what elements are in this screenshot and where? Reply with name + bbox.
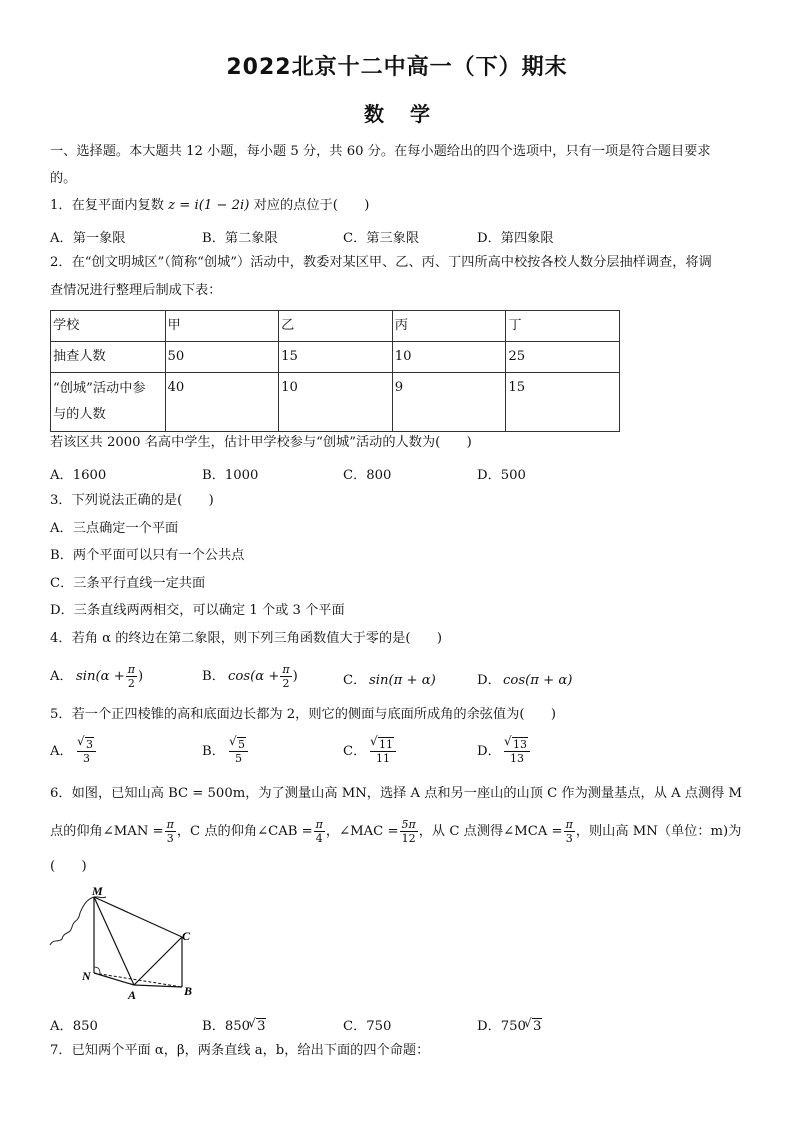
q4-option-a[interactable]: [50, 663, 143, 690]
point-label-c: C: [182, 929, 191, 943]
q6-text: ，C 点的仰角∠CAB =: [176, 824, 313, 839]
option-label: B．: [202, 743, 225, 759]
q5-option-c[interactable]: [343, 737, 397, 765]
q4-option-b[interactable]: [202, 663, 298, 690]
survey-table: [50, 310, 620, 432]
q6-text: 点的仰角∠MAN =: [50, 824, 164, 839]
question-4-options: [50, 663, 750, 703]
table-cell: 学校: [51, 311, 166, 342]
q3-option-b[interactable]: B．两个平面可以只有一个公共点: [50, 548, 245, 563]
question-1-stem: [50, 197, 369, 215]
option-label: A．: [50, 669, 73, 684]
question-5-options: [50, 737, 750, 777]
fraction-denominator: 12: [401, 832, 416, 845]
q6-option-b[interactable]: [202, 1015, 266, 1034]
fraction-denominator: 3: [77, 751, 96, 765]
question-3-stem: 3．下列说法正确的是( ): [50, 493, 214, 508]
fraction-numerator: π: [565, 818, 573, 831]
question-6-line3: ( ): [50, 859, 87, 874]
question-2-stem-line1: 2．在“创文明城区”（简称“创城”）活动中，教委对某区甲、乙、丙、丁四所高中校按各校人数分层抽样调查，将调: [50, 255, 712, 270]
q5-option-b[interactable]: [202, 737, 249, 765]
fraction-denominator: 11: [370, 751, 396, 765]
q1-option-b[interactable]: B．第二象限: [202, 231, 278, 246]
fraction-numerator: π: [166, 818, 174, 831]
table-cell: 10: [392, 342, 506, 373]
question-2-after: 若该区共 2000 名高中学生，估计甲学校参与“创城”活动的人数为( ): [50, 435, 472, 450]
table-row: [51, 342, 620, 373]
5pi-over-12-fraction: [400, 818, 418, 845]
q4-option-c[interactable]: [343, 669, 436, 688]
table-cell: 25: [506, 342, 620, 373]
sqrt-radicand: √ 3: [85, 737, 94, 751]
question-4-stem: 4．若角 α 的终边在第二象限，则下列三角函数值大于零的是( ): [50, 631, 443, 646]
table-cell: 15: [279, 342, 393, 373]
q6-option-d[interactable]: [477, 1015, 542, 1034]
sqrt-fraction: [370, 737, 396, 765]
q3-option-c[interactable]: C．三条平行直线一定共面: [50, 576, 206, 591]
q1-option-c[interactable]: C．第三象限: [343, 231, 420, 246]
mountain-figure: [48, 883, 208, 1003]
fraction-numerator: 5π: [401, 818, 416, 831]
question-6-line1: 6．如图，已知山高 BC = 500m，为了测量山高 MN，选择 A 点和另一座山的山顶 C 作为测量基点，从 A 点测得 M: [50, 786, 743, 801]
sqrt-fraction: [504, 737, 530, 765]
option-label: C．: [343, 743, 367, 759]
fraction-denominator: 2: [127, 677, 135, 690]
table-cell: 乙: [279, 311, 393, 342]
question-5-stem: 5．若一个正四棱锥的高和底面边长都为 2，则它的侧面与底面所成角的余弦值为( ): [50, 707, 557, 722]
question-7-stem: 7．已知两个平面 α，β，两条直线 a，b，给出下面的四个命题：: [50, 1043, 430, 1058]
fraction-numerator: [77, 737, 96, 751]
section-instructions-line2: 的。: [50, 171, 77, 186]
q4-c-expr: sin(π + α): [369, 673, 436, 688]
q5-option-a[interactable]: [50, 737, 97, 765]
close-paren: ): [292, 669, 298, 684]
option-label: B．: [202, 669, 225, 684]
fraction-numerator: [504, 737, 530, 751]
sqrt-radicand: √ 13: [512, 737, 528, 751]
q4-d-expr: cos(π + α): [503, 673, 573, 688]
fraction-numerator: π: [127, 663, 136, 676]
fraction-denominator: 3: [565, 832, 573, 845]
fraction-numerator: [370, 737, 396, 751]
row-label-line1: “创城”活动中参: [53, 381, 146, 396]
fraction-denominator: 5: [229, 751, 248, 765]
q1-option-d[interactable]: D．第四象限: [477, 231, 554, 246]
q4-a-expr: sin(α +: [76, 669, 125, 684]
q2-option-a[interactable]: A．1600: [50, 468, 107, 483]
sqrt-fraction: [229, 737, 248, 765]
segment-mc: [94, 897, 182, 937]
q2-option-b[interactable]: B．1000: [202, 468, 259, 483]
sqrt-fraction: [77, 737, 96, 765]
option-label: D．: [477, 673, 501, 688]
table-row: [51, 373, 620, 432]
pi-over-3-fraction: [564, 818, 575, 845]
segment-na: [94, 973, 134, 985]
q5-option-d[interactable]: [477, 737, 531, 765]
q6-text: ，∠MAC =: [325, 824, 399, 839]
option-label: C．: [343, 673, 367, 688]
fraction-numerator: π: [282, 663, 290, 676]
q3-option-d[interactable]: D．三条直线两两相交，可以确定 1 个或 3 个平面: [50, 603, 345, 618]
pi-over-2-fraction: [126, 663, 137, 690]
option-label: A．: [50, 743, 73, 759]
sqrt-radicand: √ 5: [237, 737, 246, 751]
question-6-line2: [50, 814, 741, 850]
q1-option-a[interactable]: A．第一象限: [50, 231, 126, 246]
q1-stem-prefix: 1．在复平面内复数: [50, 198, 164, 213]
table-cell: 抽查人数: [51, 342, 166, 373]
q6-text: ，从 C 点测得∠MCA =: [418, 824, 563, 839]
q2-option-c[interactable]: C．800: [343, 468, 392, 483]
sqrt-radicand: √ 11: [378, 737, 394, 751]
segment-ac: [134, 937, 182, 985]
q2-option-d[interactable]: D．500: [477, 468, 526, 483]
fraction-denominator: 4: [315, 832, 323, 845]
point-label-a: A: [128, 988, 137, 1002]
right-angle-mark: [94, 967, 100, 973]
pi-over-2-fraction: [280, 663, 291, 690]
q6-d-value: D．750: [477, 1019, 526, 1034]
table-cell: 丙: [392, 311, 506, 342]
table-cell: 50: [165, 342, 279, 373]
q6-b-value: B．850: [202, 1019, 251, 1034]
sqrt-radicand: √ 3: [256, 1018, 266, 1034]
table-cell: 甲: [165, 311, 279, 342]
q6-text: ，则山高 MN（单位：m)为: [575, 824, 742, 839]
q6-option-a[interactable]: A．850: [50, 1019, 98, 1034]
table-cell: [51, 373, 166, 432]
pi-over-4-fraction: [314, 818, 325, 845]
question-2-stem-line2: 查情况进行整理后制成下表：: [50, 283, 222, 298]
sqrt-radicand: √ 3: [532, 1018, 542, 1034]
q4-b-expr: cos(α +: [228, 669, 280, 684]
table-cell: 15: [506, 373, 620, 432]
exam-title: 2022北京十二中高一（下）期末: [226, 55, 568, 80]
fraction-numerator: [229, 737, 248, 751]
point-label-b: B: [184, 984, 193, 998]
fraction-numerator: π: [315, 818, 323, 831]
q3-option-a[interactable]: A．三点确定一个平面: [50, 521, 179, 536]
exam-subject: 数学: [364, 102, 456, 126]
table-cell: 10: [279, 373, 393, 432]
table-cell: 40: [165, 373, 279, 432]
option-label: D．: [477, 743, 501, 759]
table-cell: 丁: [506, 311, 620, 342]
q1-expression: z = i(1 − 2i): [168, 198, 250, 213]
q4-option-d[interactable]: [477, 669, 572, 688]
row-label-line2: 与的人数: [53, 407, 106, 422]
section-instructions-line1: 一、选择题。本大题共 12 小题，每小题 5 分，共 60 分。在每小题给出的四个选项中，只有一项是符合题目要求: [50, 144, 711, 159]
point-label-n: N: [82, 969, 91, 983]
point-label-m: M: [92, 884, 103, 898]
table-header-row: [51, 311, 620, 342]
q6-option-c[interactable]: C．750: [343, 1019, 392, 1034]
fraction-denominator: 13: [504, 751, 530, 765]
fraction-denominator: 2: [282, 677, 290, 690]
fraction-denominator: 3: [166, 832, 174, 845]
pi-over-3-fraction: [165, 818, 176, 845]
q1-stem-suffix: 对应的点位于( ): [253, 198, 370, 213]
table-cell: 9: [392, 373, 506, 432]
close-paren: ): [138, 669, 144, 684]
